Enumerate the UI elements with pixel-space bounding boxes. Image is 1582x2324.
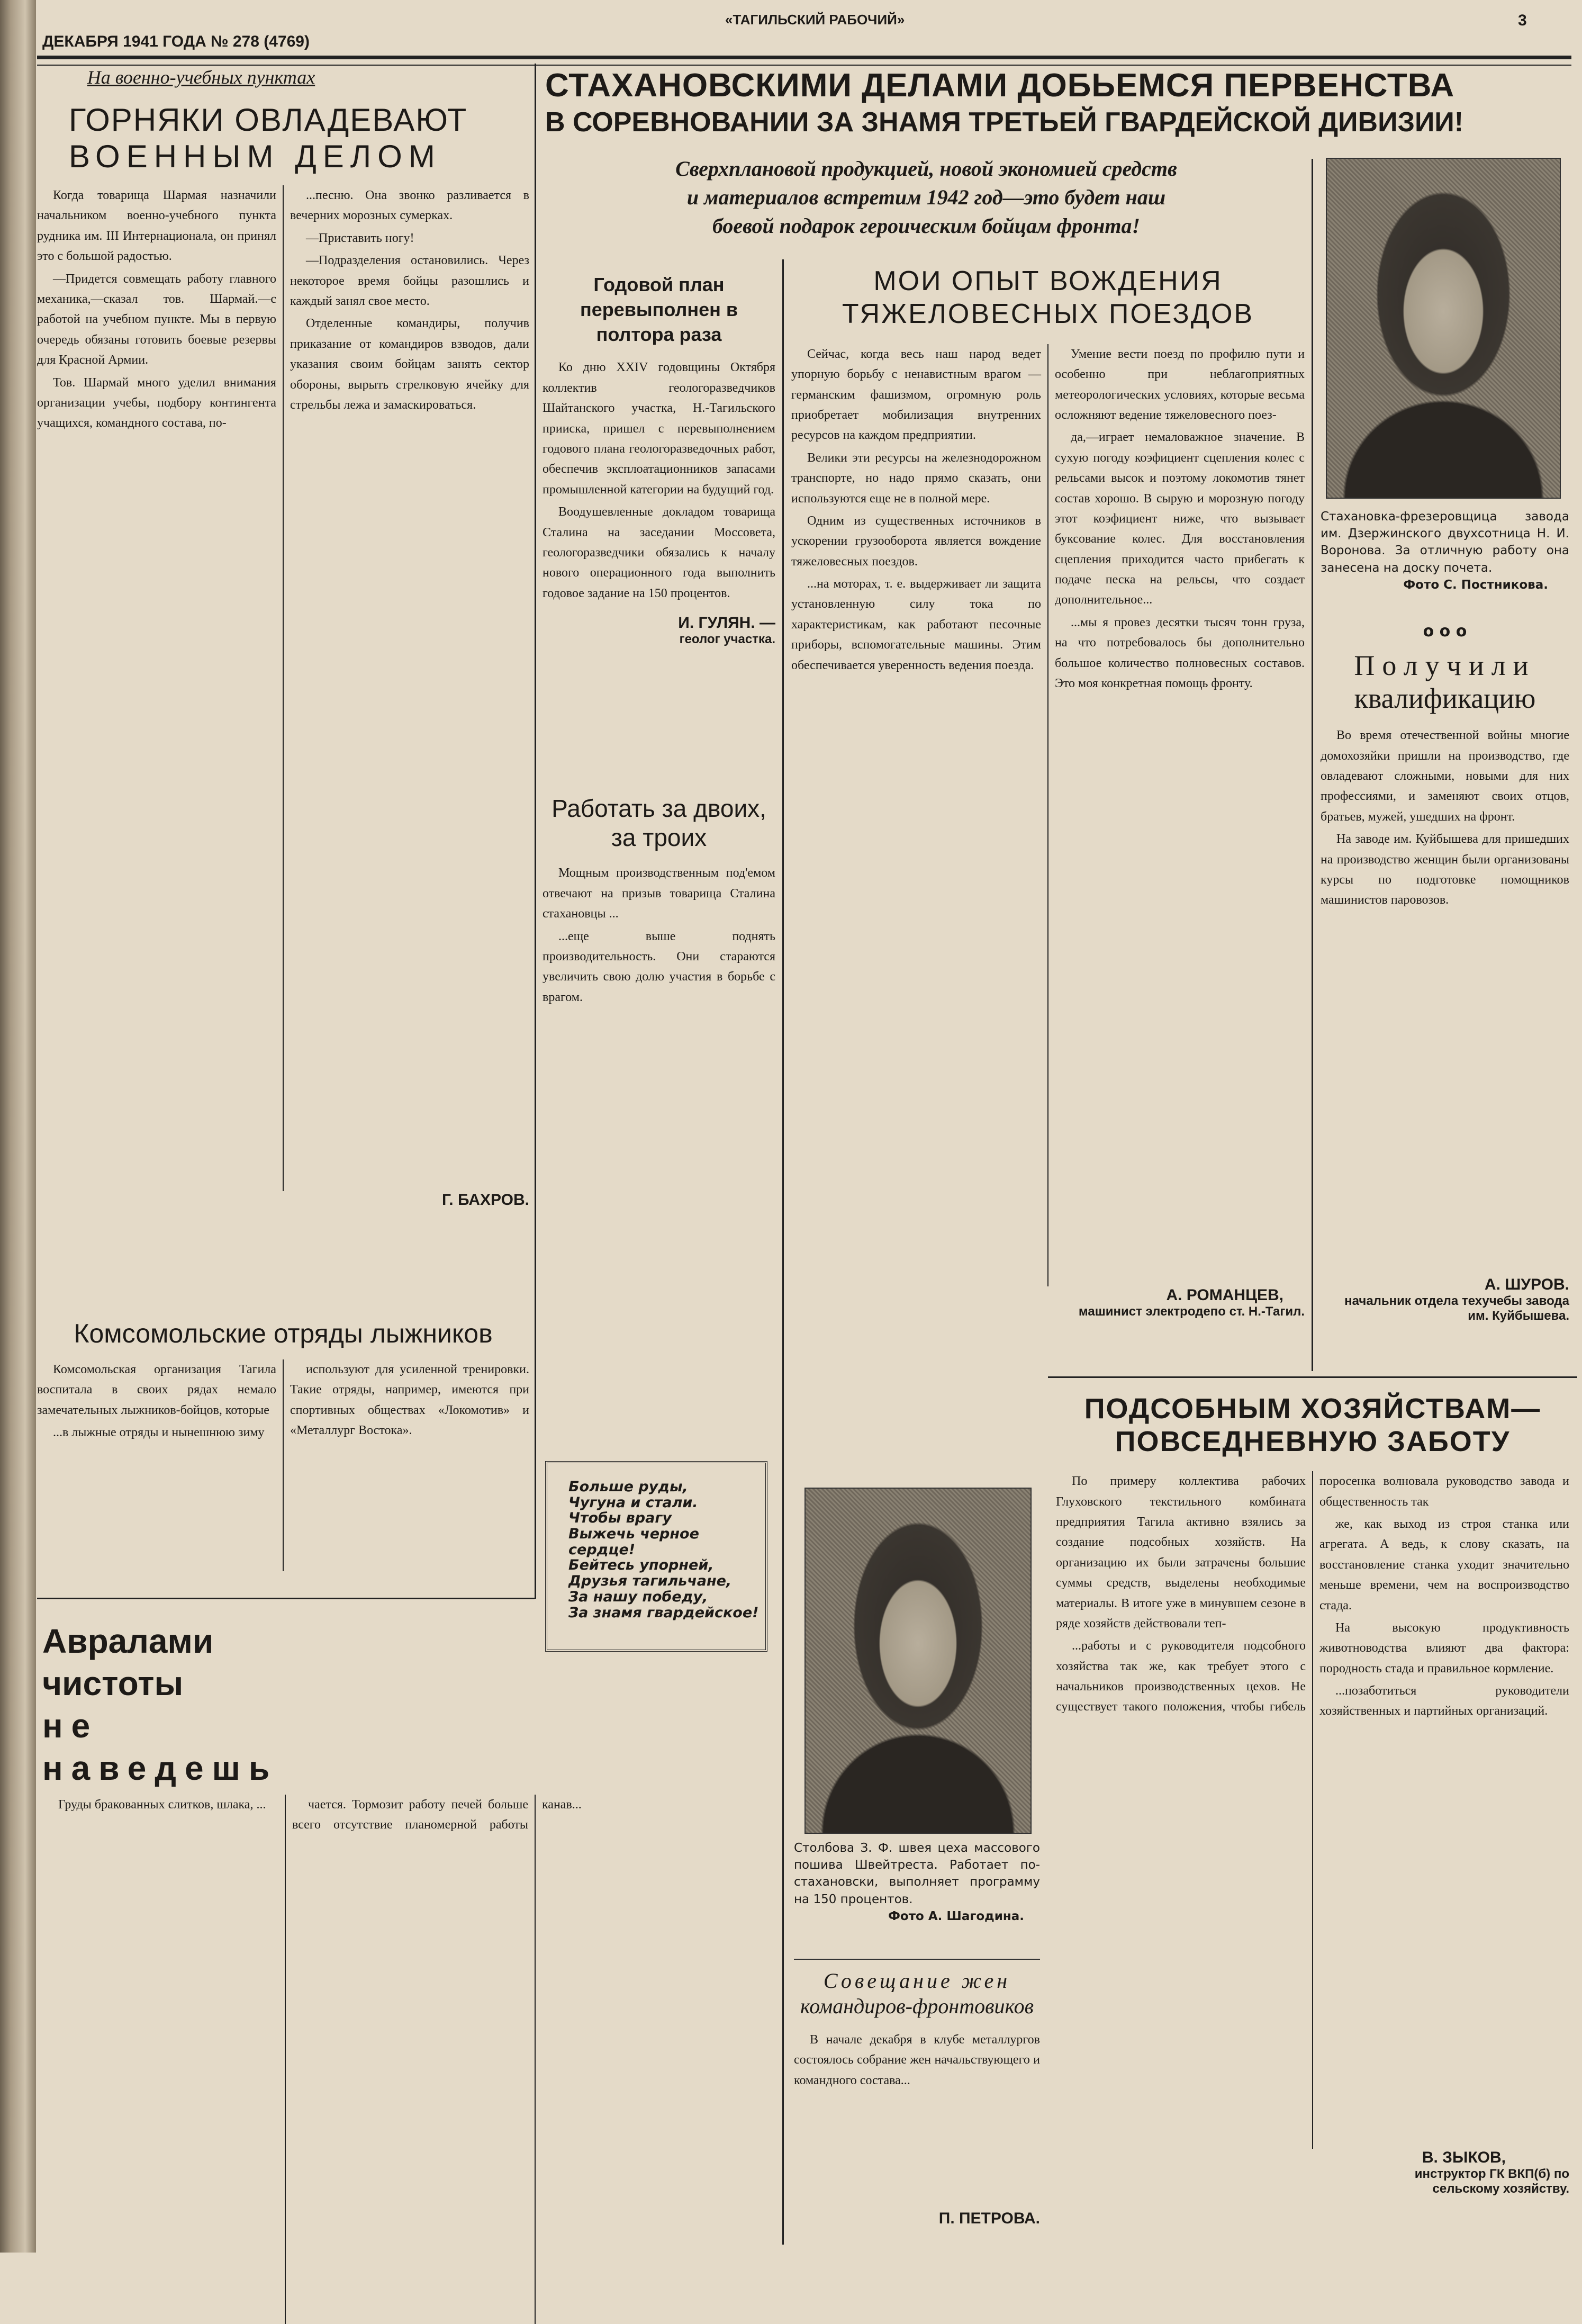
headline-line: МОИ ОПЫТ ВОЖДЕНИЯ	[873, 266, 1223, 296]
banner-headline	[545, 66, 1572, 140]
section-rule	[1048, 1376, 1577, 1378]
paragraph: да,—играет немаловажное значение. В сухую погоду коэфициент сцепления колес с рельсами высок и поэтому локомотив тянет состав хорошо. В сырую и морозную погоду этот коэфициент ниже, что вызывает буксование колес. Для восстановления сцепления приходится часто прибегать к подаче песка на рельсы, что создает дополнительное...	[1055, 430, 1305, 607]
headline-line: не наведешь	[42, 1707, 278, 1787]
article-headline	[794, 1959, 1040, 2019]
caption-text: Столбова З. Ф. швея цеха массового пошива Швейтреста. Работает по-стахановски, выполняет программу на 150 процентов.	[794, 1841, 1040, 1906]
article-soveshchanie	[794, 1959, 1040, 2228]
paragraph: Груды бракованных слитков, шлака, ...	[58, 1798, 266, 1812]
photo-credit: Фото С. Постникова.	[1403, 578, 1548, 592]
signature-role: машинист электродепо ст. Н.-Тагил.	[1078, 1304, 1305, 1319]
article-signature: А. ШУРОВ.	[1484, 1276, 1569, 1294]
article-body	[37, 1359, 529, 1571]
column-rule	[535, 64, 536, 1599]
paragraph: На высокую продуктивность животноводства влияют два фактора: породность стада и правильное кормление.	[1319, 1620, 1569, 1676]
page-number: 3	[1518, 12, 1527, 29]
paragraph: Тов. Шармай много уделил внимания организации учебы, подбору контингента учащихся, командного состава, по-	[37, 375, 276, 430]
article-kvalifikaciya	[1321, 622, 1569, 1323]
article-signature: Г. БАХРОВ.	[442, 1191, 529, 1209]
paragraph: По примеру коллектива рабочих Глуховского текстильного комбината предприятия Тагила активно взялись за создание подсобных хозяйств. На организацию их были затрачены большие суммы средств, выделены необходимые материалы. В итоге уже в минувшем сезоне в ряде хозяйств действовали теп-	[1056, 1474, 1306, 1631]
masthead-rule	[37, 56, 1571, 66]
poem-line: За нашу победу,	[568, 1588, 708, 1605]
headline-line: ПОДСОБНЫМ ХОЗЯЙСТВАМ—	[1084, 1393, 1541, 1425]
article-opyt	[791, 265, 1305, 1319]
banner-line: СТАХАНОВСКИМИ ДЕЛАМИ ДОБЬЕМСЯ ПЕРВЕНСТВА	[545, 67, 1455, 104]
paragraph: Одним из существенных источников в ускорении грузооборота является вождение тяжеловесных поездов.	[791, 514, 1041, 569]
paragraph: На заводе им. Куйбышева для пришедших на производство женщин были организованы курсы по подготовке помощников машинистов паровозов.	[1321, 832, 1569, 907]
poem-line: За знамя гвардейское!	[568, 1604, 759, 1621]
article-komsomol	[37, 1318, 529, 1571]
poem-box	[545, 1461, 767, 1652]
paragraph: —Подразделения остановились. Через некоторое время бойцы разошлись и каждый занял свое место.	[290, 254, 529, 308]
paragraph: Отделенные командиры, получив приказание от командиров взводов, дали указания своим бойцам занять сектор обороны, вырыть стрелковую ячейку для стрельбы лежа и замаскироваться.	[290, 317, 529, 412]
poem-line: Друзья тагильчане,	[568, 1573, 732, 1590]
paragraph: ...мы я провез десятки тысяч тонн груза, на что потребовалось бы дополнительно большое количество полновесных составов. Это моя конкретная помощь фронту.	[1055, 615, 1305, 691]
banner-line: В СОРЕВНОВАНИИ ЗА ЗНАМЯ ТРЕТЬЕЙ ГВАРДЕЙСКОЙ ДИВИЗИИ!	[545, 107, 1464, 138]
paragraph: —Приставить ногу!	[306, 231, 414, 245]
article-body	[543, 357, 775, 603]
section-rule	[37, 1598, 535, 1599]
paragraph: Мощным производственным под'емом отвечают на призыв товарища Сталина стахановцы ...	[543, 866, 775, 921]
article-headline	[1321, 649, 1569, 715]
paragraph: Умение вести поезд по профилю пути и особенно при неблагоприятных метеорологических условиях, которые весьма осложняют ведение тяжеловесного поез-	[1055, 347, 1305, 422]
column-rule	[1312, 159, 1313, 1371]
paragraph: Комсомольская организация Тагила воспитала в своих рядах немало замечательных лыжников-бойцов, которые	[37, 1363, 276, 1417]
paragraph: чается. Тормозит работу печей больше всего отсутствие планомерной работы канав...	[292, 1798, 582, 1832]
poem-line: Чтобы врагу	[568, 1510, 672, 1527]
banner-subtitle	[545, 155, 1307, 240]
caption-text: Стахановка-фрезеровщица завода им. Дзержинского двухсотница Н. И. Воронова. За отличную работу она занесена на доску почета.	[1321, 510, 1569, 575]
poem-line: Больше руды,	[568, 1479, 688, 1495]
article-body	[1321, 725, 1569, 1276]
poem-line: Чугуна и стали.	[568, 1494, 698, 1511]
article-signature: И. ГУЛЯН. —	[678, 614, 775, 632]
paragraph: ...еще выше поднять производительность. Они стараются увеличить свою долю участия в борьбе с врагом.	[543, 929, 775, 1004]
headline-line: Авралами чистоты	[42, 1622, 214, 1703]
paragraph: Сейчас, когда весь наш народ ведет упорную борьбу с ненавистным врагом —германским фашизмом, огромную роль приобретает мобилизация внутренних ресурсов на каждом предприятии.	[791, 347, 1041, 443]
newspaper-name: «ТАГИЛЬСКИЙ РАБОЧИЙ»	[725, 12, 905, 28]
paragraph: Воодушевленные докладом товарища Сталина на заседании Моссовета, геологоразведчики обязались к началу нового операционного года выполнить годовое задание на 150 процентов.	[543, 505, 775, 600]
paragraph: ...на моторах, т. е. выдерживает ли защита установленную силу тока по характеристикам, как работают песочные приборы, вспомогательные машины. Этим обеспечивается уверенность ведения поезда.	[791, 577, 1041, 672]
paragraph: ...работы и с руководителя подсобного хозяйства так же, как требует этого с начальников производственных цехов. Не существует такого положения, чтобы гибель поросенка волновала руководство завода и общественность так	[1056, 1474, 1569, 1714]
article-signature: А. РОМАНЦЕВ,	[1166, 1286, 1283, 1304]
headline-line: ПОВСЕДНЕВНУЮ ЗАБОТУ	[1115, 1426, 1511, 1458]
paragraph: Во время отечественной войны многие домохозяйки пришли на производство, где овладевают сложными, новыми для них профессиями, и заменяют своих отцов, братьев, мужей, ушедших на фронт.	[1321, 728, 1569, 824]
issue-date: ДЕКАБРЯ 1941 ГОДА № 278 (4769)	[42, 33, 310, 50]
article-headline: ГОРНЯКИ ОВЛАДЕВАЮТ	[69, 102, 468, 138]
paragraph: используют для усиленной тренировки. Такие отряды, например, имеются при спортивных обществах «Локомотив» и «Металлург Востока».	[290, 1363, 529, 1438]
paragraph: ...песню. Она звонко разливается в вечерних морозных сумерках.	[290, 188, 529, 223]
article-kicker: На военно-учебных пунктах	[87, 67, 315, 88]
article-headline: Годовой план перевыполнен в полтора раза	[580, 274, 738, 345]
headline-line: Совещание жен	[823, 1969, 1011, 1993]
article-podsobnym	[1056, 1392, 1569, 2196]
article-headline: ВОЕННЫМ ДЕЛОМ	[69, 139, 441, 174]
photo-caption-stolbova	[794, 1840, 1040, 1925]
headline-line: Получили	[1354, 650, 1536, 681]
article-body	[791, 344, 1305, 1286]
headline-line: ТЯЖЕЛОВЕСНЫХ ПОЕЗДОВ	[842, 299, 1254, 330]
portrait-photo-voronova	[1326, 158, 1561, 499]
subtitle-line: и материалов встретим 1942 год—это будет наш	[686, 185, 1166, 210]
paragraph: В начале декабря в клубе металлургов состоялось собрание жен начальствующего и командного состава...	[794, 2033, 1040, 2087]
article-body	[42, 1795, 778, 2324]
portrait-photo-stolbova	[804, 1488, 1032, 1834]
adjacent-page-binding	[0, 0, 36, 2253]
paragraph: ...позаботиться руководители хозяйственных и партийных организаций.	[1319, 1684, 1569, 1718]
article-body	[794, 2030, 1040, 2210]
article-headline: Работать за двоих, за троих	[552, 795, 766, 852]
signature-role: инструктор ГК ВКП(б) по сельскому хозяйству.	[1414, 2167, 1569, 2196]
article-headline	[791, 265, 1305, 331]
subtitle-line: Сверхплановой продукцией, новой экономией средств	[675, 157, 1177, 181]
paragraph: Ко дню XXIV годовщины Октября коллектив геологоразведчиков Шайтанского участка, Н.-Тагильского прииска, пришел с перевыполнением годового плана геологоразведочных работ, обеспечив эксплоатационников запасами промышленной категории на будущий год.	[543, 361, 775, 497]
article-godovoy	[543, 273, 775, 647]
paragraph: Велики эти ресурсы на железнодорожном транспорте, но надо прямо сказать, они используются еще не в полной мере.	[791, 451, 1041, 506]
article-signature: П. ПЕТРОВА.	[938, 2210, 1040, 2227]
article-headline: Комсомольские отряды лыжников	[74, 1319, 493, 1348]
poem-line: Бейтесь упорней,	[568, 1557, 714, 1574]
article-body	[1056, 1471, 1569, 2149]
signature-role: начальник отдела техучебы завода им. Куйбышева.	[1344, 1294, 1569, 1323]
subtitle-line: боевой подарок героическим бойцам фронта!	[712, 214, 1141, 238]
article-rabotat	[543, 794, 775, 1010]
article-body	[543, 863, 775, 1007]
photo-caption-voronova	[1321, 508, 1569, 593]
article-headline	[1056, 1392, 1569, 1458]
article-headline	[42, 1620, 286, 1789]
headline-line: квалификацию	[1354, 682, 1536, 715]
paragraph: ...в лыжные отряды и нынешнюю зиму	[53, 1426, 265, 1440]
paragraph: —Придется совмещать работу главного механика,—сказал тов. Шармай.—с работой на учебном пункте. Мы в первую очередь обязаны готовить боевые резервы для Красной Армии.	[37, 272, 276, 367]
article-signature: В. ЗЫКОВ,	[1422, 2149, 1506, 2167]
article-body	[37, 185, 529, 1191]
paragraph: же, как выход из строя станка или агрегата. А ведь, к слову сказать, на восстановление станка уходит значительно меньше времени, чем на воспроизводство стада.	[1319, 1517, 1569, 1613]
photo-credit: Фото А. Шагодина.	[888, 1909, 1024, 1923]
poem-line: Выжечь черное сердце!	[568, 1526, 699, 1558]
separator: о о о	[1423, 622, 1467, 641]
column-rule	[782, 259, 784, 2245]
signature-role: геолог участка.	[679, 632, 775, 647]
article-avral	[42, 1620, 778, 2324]
headline-line: командиров-фронтовиков	[800, 1994, 1034, 2018]
paragraph: Когда товарища Шармая назначили начальником военно-учебного пункта рудника им. III Интернационала, он принял это с большой радостью.	[37, 188, 276, 264]
article-gornyaki	[37, 66, 529, 1209]
